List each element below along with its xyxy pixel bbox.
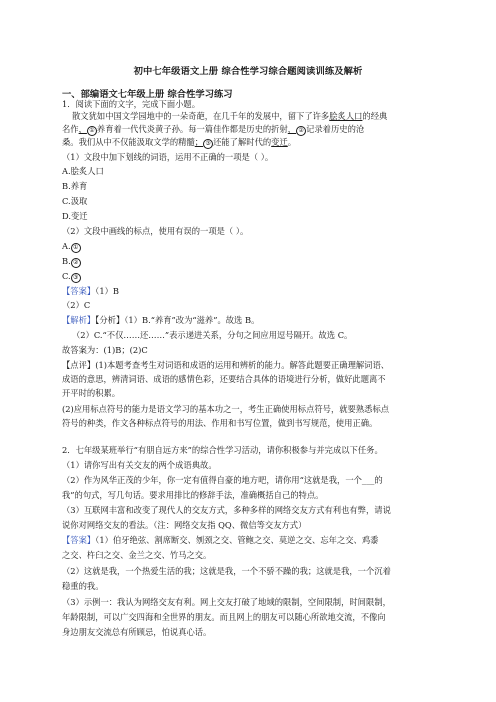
q2-sub3-line1: （3）互联网丰富和改变了现代人的交友方式，多种多样的网络交友方式有利也有弊，请说: [62, 505, 391, 515]
q1-comment-3: 开平时的积累。: [62, 388, 121, 398]
circled-number-icon: ②: [296, 126, 306, 136]
section-heading: 一、部编语文七年级上册 综合性学习练习: [62, 89, 233, 100]
q1-sub1-option-c: C.汲取: [62, 196, 88, 206]
q1-comment-4: (2)应用标点符号的能力是语文学习的基本功之一，考生正确使用标点符号，就要熟悉标点: [62, 404, 390, 414]
underlined-word: 变迁: [271, 137, 288, 147]
circled-number-icon: ③: [71, 273, 81, 283]
q1-sub1-option-b: B.养育: [62, 181, 88, 191]
q1-header: 1．阅读下面的文字，完成下面小题。: [62, 99, 201, 109]
q2-answer-3a: （3）示例一：我认为网络交友有利。网上交友打破了地域的限制，空间限制，时间限制，: [62, 597, 391, 607]
q1-final-answer: 故答案为：(1)B；(2)C: [62, 345, 148, 355]
q2-answer-2b: 稳重的我。: [62, 581, 104, 591]
q1-comment-5: 符号的种类，作文各种标点符号的用法、作用和书写位置，做到书写规范，使用正确。: [62, 418, 378, 428]
q1-sub1-option-d: D.变迁: [62, 211, 88, 221]
underlined-word: 脍炙人口: [329, 111, 363, 121]
circled-number-icon: ①: [71, 243, 81, 253]
q2-sub3-line2: 说你对网络交友的看法。（注：网络交友指 QQ、微信等交友方式）: [62, 520, 307, 530]
q2-sub2-line1: （2）作为风华正茂的少年，你一定有值得自豪的地方吧，请你用“这就是我，一个___的: [62, 475, 383, 485]
q1-sub2: （2）文段中画线的标点，使用有误的一项是（ ）。: [62, 226, 249, 236]
q1-sub2-option-a: A. ①: [62, 241, 81, 253]
q1-comment-1: 【点评】(1)本题考查考生对词语和成语的运用和辨析的能力。解答此题要正确理解词语、: [62, 360, 390, 370]
answer-label: 【答案】: [62, 535, 96, 545]
circled-number-icon: ①: [87, 126, 97, 136]
q1-answer-2: （2）C: [62, 300, 91, 310]
q2-answer-1b: 之交、杵臼之交、金兰之交、竹马之交。: [62, 550, 212, 560]
q2-answer-3b: 年龄限制，可以广交四海和全世界的朋友。而且网上的朋友可以随心所欲地交流，不像向: [62, 612, 386, 622]
comment-label: 【点评】: [62, 360, 96, 370]
q1-comment-2: 成语的意思，辨清词语、成语的感情色彩，还要结合具体的语境进行分析，做好此题离不: [62, 374, 386, 384]
q1-passage-line-2: 名作， ① 养育着一代代炎黄子孙。每一篇佳作都是历史的折射， ② 记录着历史的沧: [62, 124, 365, 134]
analysis-label: 【解析】: [62, 315, 96, 325]
q1-passage-line-1: 散文犹如中国文学园地中的一朵奇葩，在几千年的发展中，留下了许多脍炙人口的经典: [72, 111, 388, 121]
q1-analysis-2: （2）C.“不仅……还……”表示递进关系，分句之间应用逗号隔开。故选 C。: [72, 330, 353, 340]
q1-answer: 【答案】（1）B: [62, 286, 120, 296]
q1-sub1-option-a: A.脍炙人口: [62, 166, 104, 176]
q1-sub1: （1）文段中加下划线的词语，运用不正确的一项是（ ）。: [62, 152, 274, 162]
q1-sub2-option-c: C. ③: [62, 271, 81, 283]
page-title: 初中七年级语文上册 综合性学习综合题阅读训练及解析: [133, 66, 363, 77]
q2-answer-3c: 身边朋友交流总有所顾忌，怕说真心话。: [62, 627, 212, 637]
q1-passage-line-3: 桑。我们从中不仅能汲取文学的精髓； ③ 还能了解时代的变迁。: [62, 137, 297, 147]
answer-label: 【答案】: [62, 286, 96, 296]
q2-header: 2．七年级某班举行“有朋自远方来”的综合性学习活动，请你积极参与并完成以下任务。: [62, 445, 383, 455]
circled-number-icon: ②: [71, 258, 81, 268]
q1-analysis: 【解析】【分析】（1）B.“养育”改为“滋养”。故选 B。: [62, 315, 260, 325]
circled-number-icon: ③: [203, 139, 213, 149]
q2-answer-2a: （2）这就是我，一个热爱生活的我；这就是我，一个不骄不躁的我；这就是我，一个沉着: [62, 566, 391, 576]
q2-sub1: （1）请你写出有关交友的两个成语典故。: [62, 460, 217, 470]
q2-answer-1: 【答案】（1）伯牙绝弦、割席断交、刎颈之交、管鲍之交、莫逆之交、忘年之交、鸡黍: [62, 535, 379, 545]
q1-sub2-option-b: B. ②: [62, 256, 81, 268]
q2-sub2-line2: 我”的句式，写几句话。要求用排比的修辞手法，准确概括自己的特点。: [62, 490, 324, 500]
